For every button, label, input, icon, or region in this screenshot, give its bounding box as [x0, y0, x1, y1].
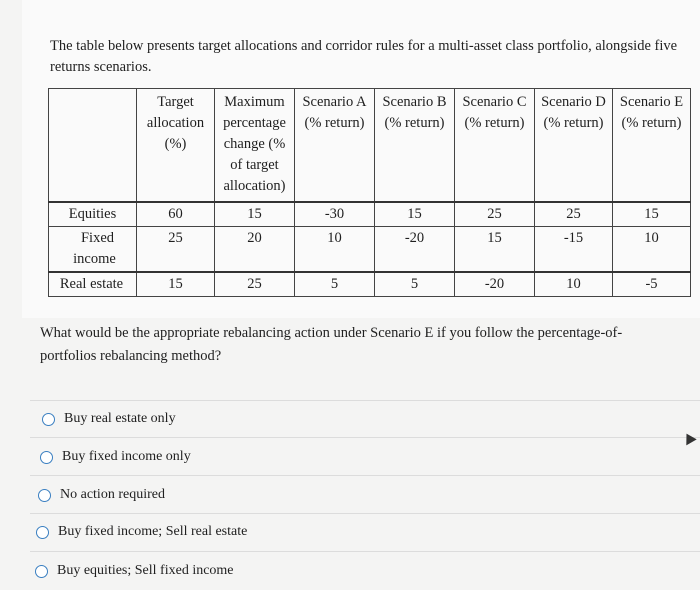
option-label: Buy equities; Sell fixed income: [57, 563, 234, 578]
table-cell: -20: [455, 272, 535, 297]
header-scenario-b: Scenario B (% return): [375, 89, 455, 203]
radio-button-icon[interactable]: [35, 565, 48, 578]
question-text: [40, 322, 680, 368]
table-cell: 10: [295, 227, 375, 273]
option-no-action-required[interactable]: [38, 487, 165, 503]
table-cell: 10: [613, 227, 691, 273]
option-divider: [30, 437, 700, 438]
table-header-row: [49, 89, 691, 203]
question-line-1: What would be the appropriate rebalancing action under Scenario E if you follow the percentage-of-: [40, 325, 623, 341]
table-cell: 10: [535, 272, 613, 297]
table-cell: -20: [375, 227, 455, 273]
table-cell: 15: [375, 202, 455, 227]
option-buy-fixed-income-sell-real-estate[interactable]: [36, 524, 247, 540]
row-label: Equities: [49, 202, 137, 227]
table-cell: 25: [215, 272, 295, 297]
header-scenario-c: Scenario C (% return): [455, 89, 535, 203]
table-cell: 60: [137, 202, 215, 227]
table-row-equities: [49, 202, 691, 227]
option-label: No action required: [60, 487, 165, 502]
option-buy-equities-sell-fixed-income[interactable]: [35, 563, 234, 579]
table-cell: 15: [455, 227, 535, 273]
option-buy-fixed-income-only[interactable]: [40, 449, 191, 465]
mouse-cursor-icon: [681, 431, 696, 446]
radio-button-icon[interactable]: [42, 413, 55, 426]
option-buy-real-estate-only[interactable]: [42, 411, 176, 427]
header-max-change: Maximum percentage change (% of target allocation): [215, 89, 295, 203]
radio-button-icon[interactable]: [38, 489, 51, 502]
allocation-table: [48, 88, 691, 297]
header-scenario-d: Scenario D (% return): [535, 89, 613, 203]
option-divider: [30, 475, 700, 476]
option-label: Buy fixed income; Sell real estate: [58, 524, 248, 539]
option-label: Buy fixed income only: [62, 449, 191, 464]
table-cell: 25: [137, 227, 215, 273]
option-label: Buy real estate only: [64, 411, 176, 426]
intro-line-2: returns scenarios.: [50, 59, 152, 75]
table-cell: -30: [295, 202, 375, 227]
header-scenario-a: Scenario A (% return): [295, 89, 375, 203]
table-cell: 15: [613, 202, 691, 227]
table-cell: -5: [613, 272, 691, 297]
table-cell: 25: [535, 202, 613, 227]
table-cell: 5: [375, 272, 455, 297]
radio-button-icon[interactable]: [40, 451, 53, 464]
option-divider: [30, 551, 700, 552]
header-target-allocation: Target allocation (%): [137, 89, 215, 203]
row-label: Fixed income: [49, 227, 137, 273]
table-row-fixed-income: [49, 227, 691, 273]
option-divider: [30, 400, 700, 401]
intro-line-1: The table below presents target allocations and corridor rules for a multi-asset class portfolio, alongside five: [50, 38, 678, 54]
table-row-real-estate: [49, 272, 691, 297]
radio-button-icon[interactable]: [36, 526, 49, 539]
table-cell: 15: [137, 272, 215, 297]
table-cell: 25: [455, 202, 535, 227]
row-label: Real estate: [49, 272, 137, 297]
option-divider: [30, 513, 700, 514]
question-intro: [50, 36, 700, 78]
table-cell: 5: [295, 272, 375, 297]
header-cell-empty: [49, 89, 137, 203]
table-cell: 15: [215, 202, 295, 227]
header-scenario-e: Scenario E (% return): [613, 89, 691, 203]
table-cell: 20: [215, 227, 295, 273]
table-cell: -15: [535, 227, 613, 273]
question-line-2: portfolios rebalancing method?: [40, 348, 222, 364]
